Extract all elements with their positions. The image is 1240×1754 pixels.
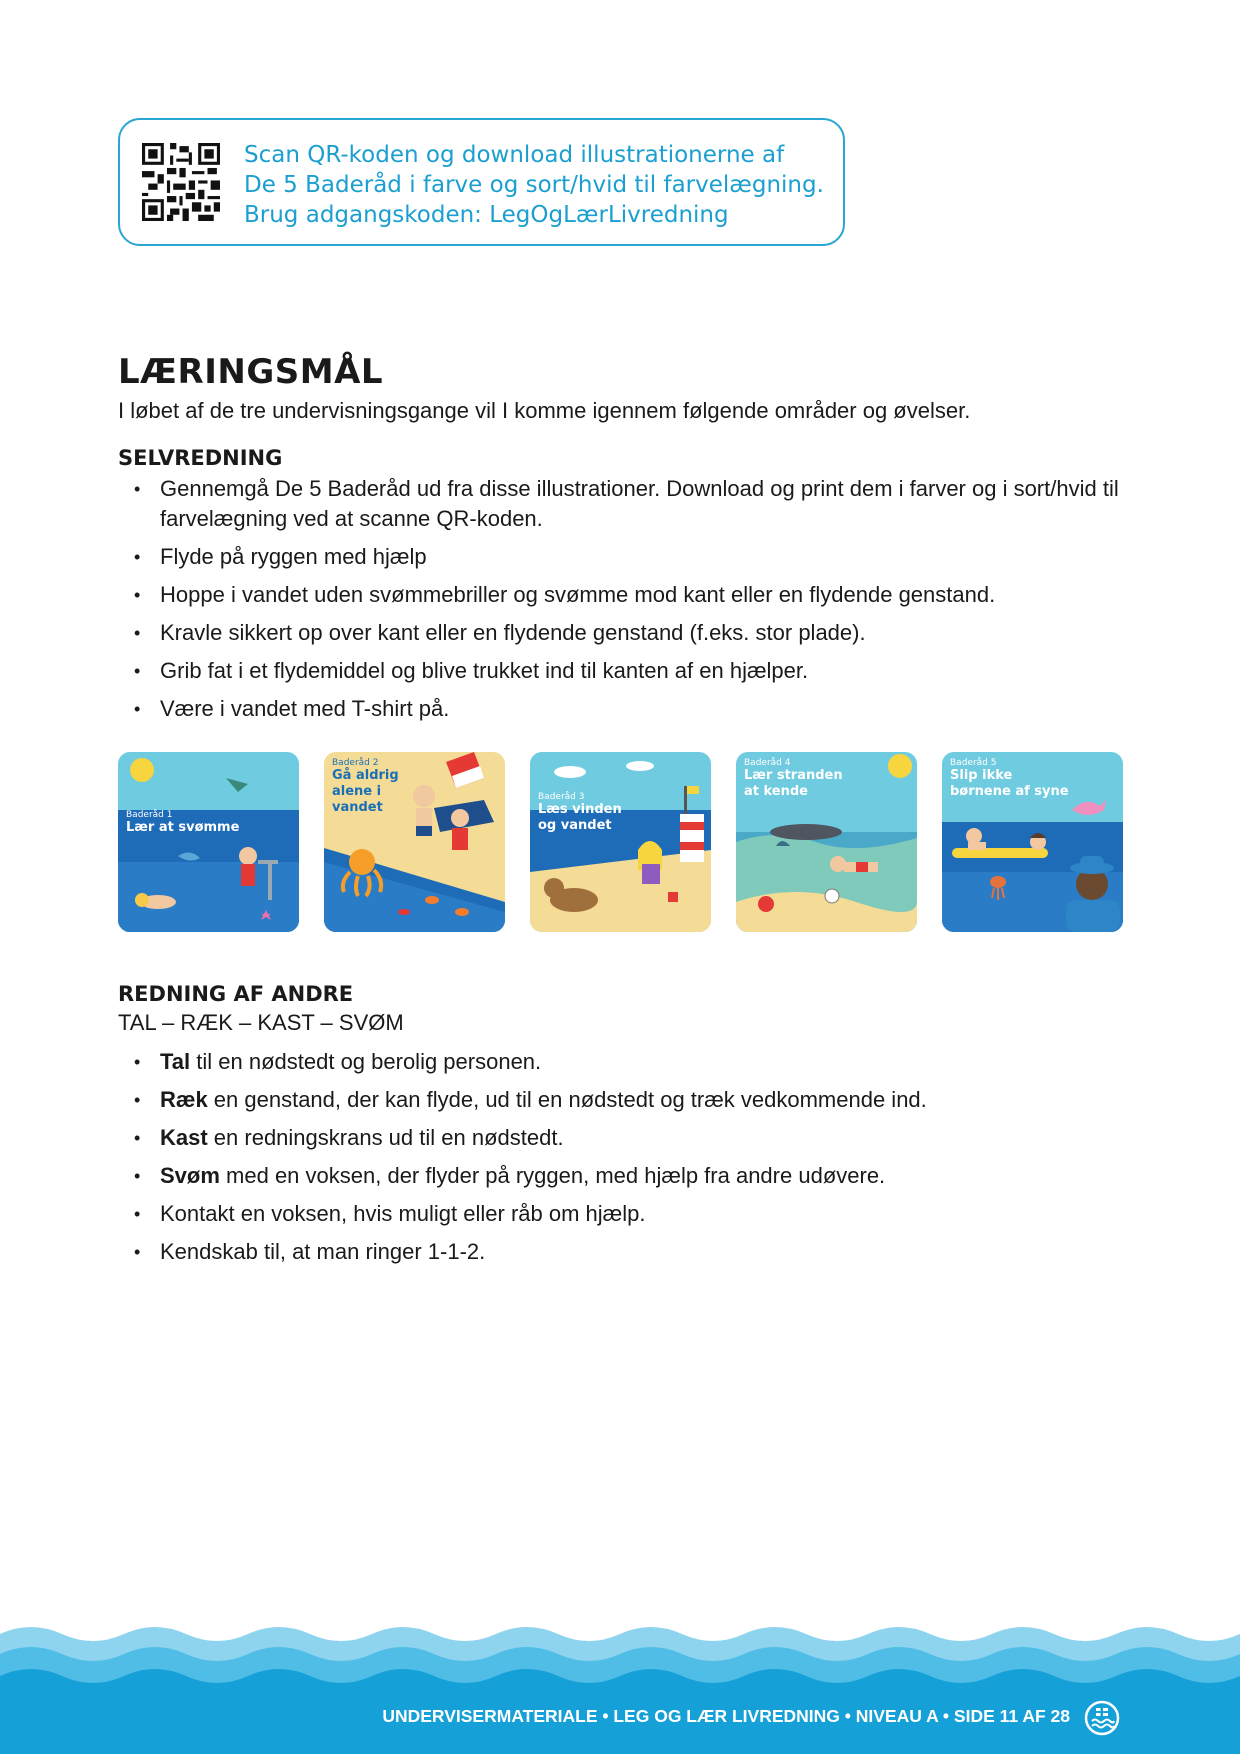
- card-caption: [744, 758, 843, 800]
- footer-waves: [0, 1620, 1240, 1754]
- baderaad-card-4: [736, 752, 917, 932]
- card-number: Baderåd 2: [332, 758, 379, 768]
- item-text: Kendskab til, at man ringer 1-1-2.: [160, 1239, 486, 1264]
- card-number: Baderåd 3: [538, 792, 585, 802]
- learning-goals-heading: LÆRINGSMÅL: [118, 352, 384, 392]
- item-text: en genstand, der kan flyde, ud til en nødstedt og træk vedkommende ind.: [207, 1087, 927, 1112]
- lifesaving-logo-icon: [1084, 1700, 1120, 1736]
- list-item: [118, 1123, 1128, 1153]
- baderaad-card-5: [942, 752, 1123, 932]
- list-item: [118, 1199, 1128, 1229]
- list-item: • Være i vandet med T-shirt på.: [118, 694, 1128, 724]
- card-number: Baderåd 1: [126, 810, 173, 820]
- card-title: Lær stranden at kende: [744, 768, 843, 799]
- baderaad-card-2: [324, 752, 505, 932]
- item-text: Kontakt en voksen, hvis muligt eller råb om hjælp.: [160, 1201, 646, 1226]
- card-caption: [126, 810, 239, 836]
- card-title: Gå aldrig alene i vandet: [332, 768, 399, 815]
- list-item: [118, 1047, 1128, 1077]
- keyword: Ræk: [160, 1087, 208, 1112]
- wind-water-illustration-icon: [530, 752, 711, 932]
- item-text: med en voksen, der flyder på ryggen, med hjælp fra andre udøvere.: [219, 1163, 886, 1188]
- card-caption: [538, 792, 622, 834]
- keyword: Tal: [160, 1049, 191, 1074]
- list-item: • Grib fat i et flydemiddel og blive trukket ind til kanten af en hjælper.: [118, 656, 1128, 686]
- list-item: • Hoppe i vandet uden svømmebriller og svømme mod kant eller en flydende genstand.: [118, 580, 1128, 610]
- rescue-others-heading: REDNING AF ANDRE: [118, 982, 354, 1006]
- footer-text: UNDERVISERMATERIALE • LEG OG LÆR LIVREDNING • NIVEAU A • SIDE 11 AF 28: [382, 1706, 1070, 1726]
- baderaad-cards: [118, 752, 1123, 932]
- self-rescue-heading: SELVREDNING: [118, 446, 283, 470]
- baderaad-card-3: [530, 752, 711, 932]
- card-caption: [332, 758, 399, 816]
- card-number: Baderåd 5: [950, 758, 997, 768]
- keyword: Kast: [160, 1125, 208, 1150]
- card-caption: [950, 758, 1069, 800]
- card-title: Slip ikke børnene af syne: [950, 768, 1069, 799]
- item-text: en redningskrans ud til en nødstedt.: [207, 1125, 564, 1150]
- qr-instructions: [244, 140, 834, 230]
- list-item: • Flyde på ryggen med hjælp: [118, 542, 1128, 572]
- qr-code-icon[interactable]: [142, 142, 220, 222]
- list-item: [118, 1161, 1128, 1191]
- learning-goals-intro: I løbet af de tre undervisningsgange vil I komme igennem følgende områder og øvelser.: [118, 398, 971, 423]
- list-item: [118, 1085, 1128, 1115]
- qr-info-box: [118, 118, 845, 246]
- keyword: Svøm: [160, 1163, 220, 1188]
- list-item: • Gennemgå De 5 Baderåd ud fra disse illustrationer. Download og print dem i farver og i sort/hvid til farvelægning ved at scanne QR-koden.: [118, 474, 1128, 534]
- card-title: Læs vinden og vandet: [538, 802, 622, 833]
- swimming-illustration-icon: [118, 752, 299, 932]
- list-item: [118, 1237, 1128, 1267]
- list-item: • Kravle sikkert op over kant eller en flydende genstand (f.eks. stor plade).: [118, 618, 1128, 648]
- baderaad-card-1: [118, 752, 299, 932]
- item-text: til en nødstedt og berolig personen.: [190, 1049, 542, 1074]
- card-title: Lær at svømme: [126, 820, 240, 835]
- qr-line-3: Brug adgangskoden: LegOgLærLivredning: [244, 202, 729, 228]
- card-number: Baderåd 4: [744, 758, 791, 768]
- rescue-others-list: [118, 1047, 1128, 1267]
- qr-line-2: De 5 Baderåd i farve og sort/hvid til farvelægning.: [244, 172, 824, 198]
- rescue-others-subtitle: TAL – RÆK – KAST – SVØM: [118, 1010, 404, 1035]
- qr-line-1: Scan QR-koden og download illustrationerne af: [244, 142, 785, 168]
- self-rescue-list: [118, 474, 1128, 724]
